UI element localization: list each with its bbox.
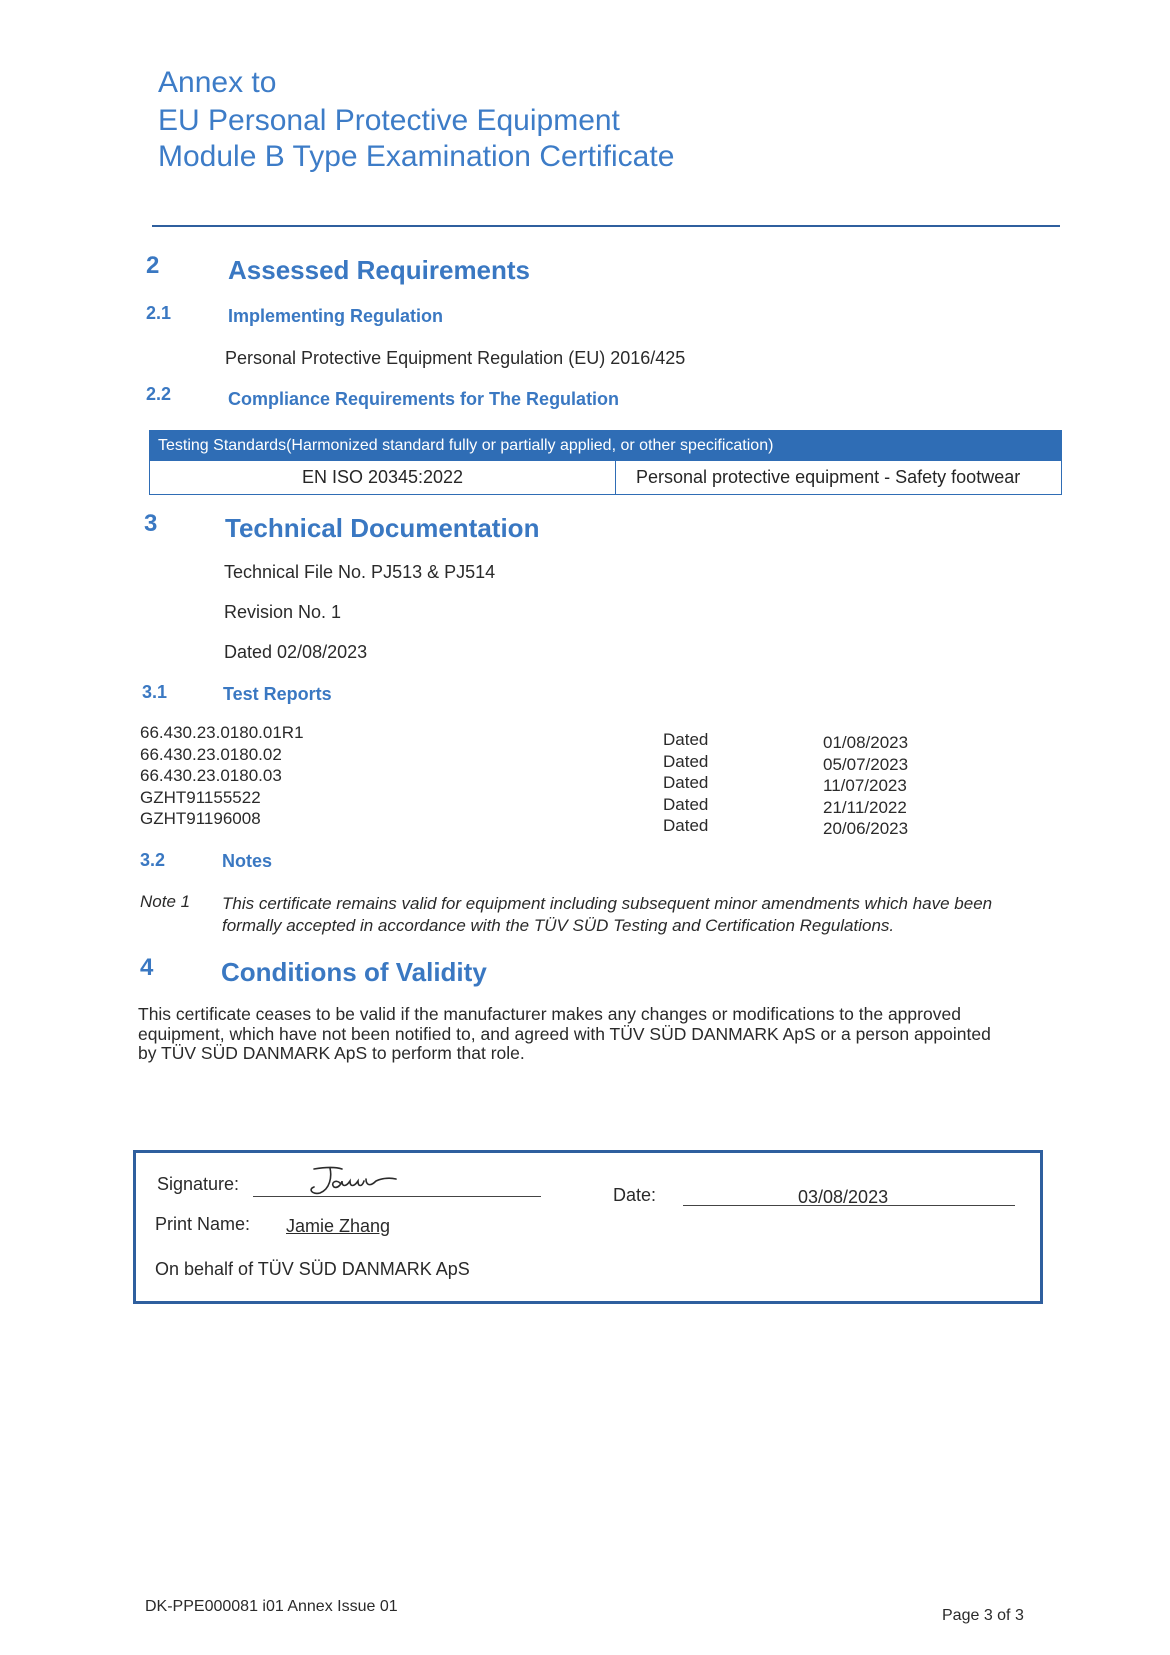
standard-code-cell: EN ISO 20345:2022 <box>150 461 616 494</box>
section-3-2-title: Notes <box>222 851 273 871</box>
annex-title-line1: Annex to <box>158 66 277 99</box>
list-item: Dated <box>663 794 709 814</box>
section-3-number: 3 <box>144 510 158 537</box>
section-3-1-title: Test Reports <box>223 684 332 704</box>
list-item: 05/07/2023 <box>823 754 909 774</box>
section-4-title: Conditions of Validity <box>221 957 487 987</box>
test-report-dates <box>823 732 908 840</box>
annex-title-line3: Module B Type Examination Certificate <box>158 140 675 173</box>
list-item: Dated <box>663 816 709 835</box>
handwritten-signature <box>296 1163 406 1199</box>
document-id: DK-PPE000081 i01 Annex Issue 01 <box>145 1598 398 1615</box>
list-item: 66.430.23.0180.01R1 <box>140 723 304 742</box>
validity-line-1: This certificate ceases to be valid if the manufacturer makes any changes or modifications to the approved <box>138 1004 961 1024</box>
page-number: Page 3 of 3 <box>942 1607 1024 1624</box>
technical-file-date: Dated 02/08/2023 <box>224 642 368 662</box>
list-item: 01/08/2023 <box>823 733 909 752</box>
note-line-2: formally accepted in accordance with the TÜV SÜD Testing and Certification Regulations. <box>222 916 895 935</box>
list-item: 20/06/2023 <box>823 819 909 838</box>
section-3-2-number: 3.2 <box>140 850 166 870</box>
signature-box <box>133 1150 1043 1304</box>
standards-table <box>149 430 1062 495</box>
test-report-ids <box>140 722 304 830</box>
on-behalf-text: On behalf of TÜV SÜD DANMARK ApS <box>155 1259 470 1279</box>
list-item: 66.430.23.0180.02 <box>140 744 282 764</box>
date-value: 03/08/2023 <box>798 1187 889 1207</box>
list-item: 66.430.23.0180.03 <box>140 766 282 785</box>
list-item: GZHT91155522 <box>140 787 261 807</box>
note-text <box>222 893 1072 937</box>
section-2-1-number: 2.1 <box>146 303 172 323</box>
section-2-1-title: Implementing Regulation <box>228 306 444 326</box>
header-divider <box>152 225 1060 227</box>
note-label: Note 1 <box>140 892 191 911</box>
standards-table-header: Testing Standards(Harmonized standard fully or partially applied, or other specification) <box>150 431 1061 461</box>
regulation-text: Personal Protective Equipment Regulation (EU) 2016/425 <box>225 348 686 368</box>
print-name-label: Print Name: <box>155 1214 251 1234</box>
note-line-1: This certificate remains valid for equipment including subsequent minor amendments which have been <box>222 894 993 913</box>
section-2-title: Assessed Requirements <box>228 255 531 285</box>
section-2-number: 2 <box>146 252 160 279</box>
annex-title-line2: EU Personal Protective Equipment <box>158 104 620 137</box>
list-item: Dated <box>663 773 709 792</box>
section-2-2-number: 2.2 <box>146 384 172 404</box>
list-item: 11/07/2023 <box>823 776 907 795</box>
table-row <box>150 461 1061 494</box>
revision-number: Revision No. 1 <box>224 602 342 622</box>
list-item: 21/11/2022 <box>823 797 907 817</box>
section-4-number: 4 <box>140 954 154 981</box>
section-3-title: Technical Documentation <box>225 513 540 543</box>
standard-description-cell: Personal protective equipment - Safety footwear <box>636 467 1021 487</box>
validity-conditions-text <box>138 1005 1058 1064</box>
list-item: Dated <box>663 751 709 771</box>
list-item: Dated <box>663 730 709 749</box>
signature-label: Signature: <box>157 1174 240 1194</box>
section-2-2-title: Compliance Requirements for The Regulation <box>228 389 620 409</box>
date-label: Date: <box>613 1185 657 1205</box>
validity-line-3: by TÜV SÜD DANMARK ApS to perform that role. <box>138 1043 525 1063</box>
list-item: GZHT91196008 <box>140 809 261 828</box>
validity-line-2: equipment, which have not been notified to, and agreed with TÜV SÜD DANMARK ApS or a person appointed <box>138 1023 991 1044</box>
print-name-value: Jamie Zhang <box>286 1216 391 1236</box>
technical-file-number: Technical File No. PJ513 & PJ514 <box>224 562 496 582</box>
section-3-1-number: 3.1 <box>142 682 168 702</box>
test-report-date-labels <box>663 729 708 837</box>
